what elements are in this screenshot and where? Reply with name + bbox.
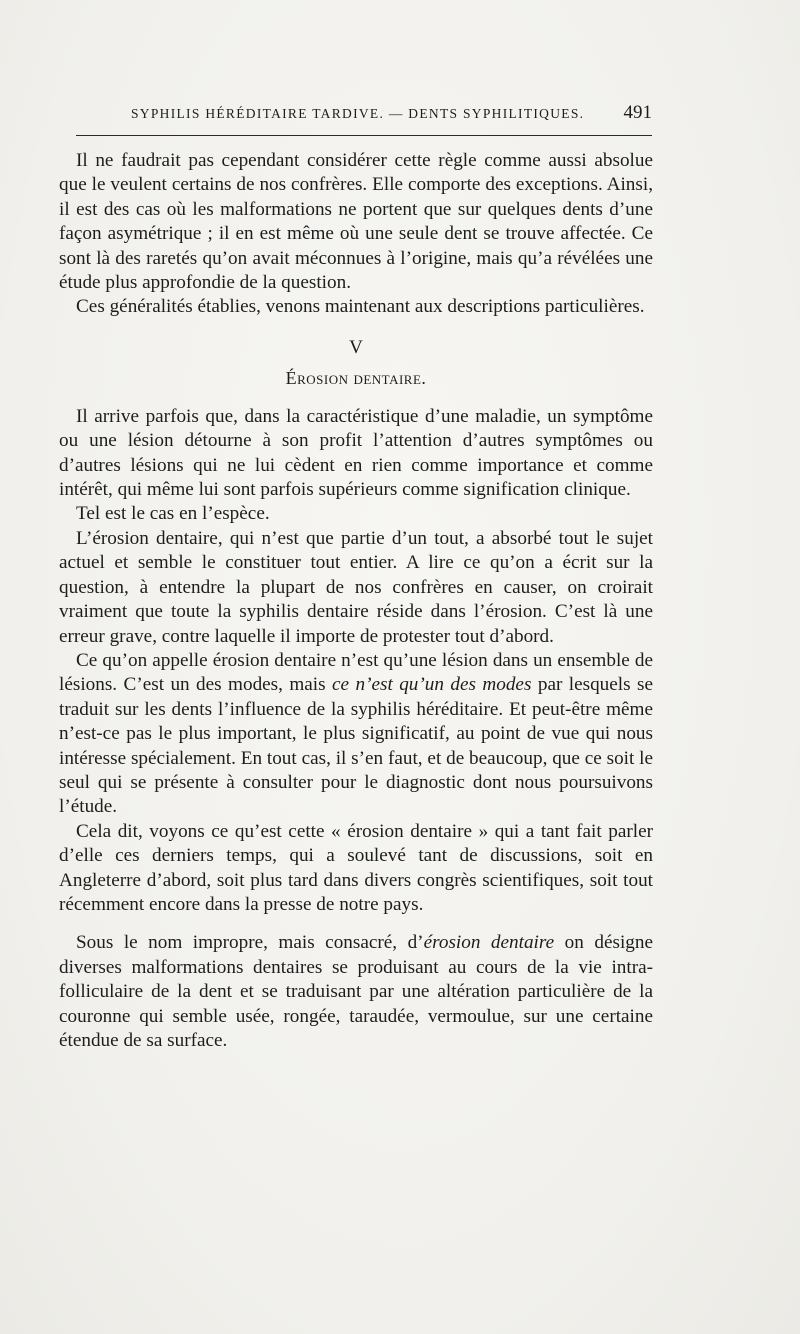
paragraph: Ces généralités établies, venons maintenant aux descriptions particulières. xyxy=(76,296,645,318)
section-title: Érosion dentaire. xyxy=(285,367,427,388)
italic-text: érosion dentaire xyxy=(423,932,555,954)
paragraph-gap xyxy=(59,917,653,931)
text-run: Ce qu’on appelle érosion dentaire n’est qu’une lésion dans un ensemble de lésions. C’est un des modes, mais xyxy=(59,649,653,696)
body-text xyxy=(59,149,653,1053)
header-rule xyxy=(76,135,652,136)
paragraph: Il ne faudrait pas cependant considérer cette règle comme aussi absolue que le veulent certains de nos confrères. Elle comporte des exceptions. Ainsi, il est des cas où les malformations ne portent que sur quelques dents d’une façon asymétrique ; il en est même où une seule dent se trouve affectée. Ce sont là des raretés qu’on avait méconnues à l’origine, mais qu’a révélées une étude plus approfondie de la question. xyxy=(59,150,653,294)
paragraph: Tel est le cas en l’espèce. xyxy=(76,503,270,525)
page-number: 491 xyxy=(623,102,652,123)
text-run: par lesquels se traduit sur les dents l’influence de la syphilis héréditaire. Et peut-être même n’est-ce pas le plus important, le plus significatif, au point de vue qui nous intéresse spécialement. En tout cas, il s’en faut, et de beaucoup, que ce soit le seul qui se présente à consulter pour le diagnostic dont nous poursuivons l’étude. xyxy=(59,674,653,818)
paragraph: Cela dit, voyons ce qu’est cette « érosion dentaire » qui a tant fait parler d’elle ces derniers temps, qui a soulevé tant de discussions, soit en Angleterre d’abord, soit plus tard dans divers congrès scientifiques, soit tout récemment encore dans la presse de notre pays. xyxy=(59,820,653,915)
text-run: Sous le nom impropre, mais consacré, d’ xyxy=(76,932,424,954)
section-number: V xyxy=(349,336,363,358)
paragraph xyxy=(59,931,653,1053)
running-head xyxy=(76,104,652,128)
italic-text: ce n’est qu’un des modes xyxy=(332,674,532,696)
paragraph: L’érosion dentaire, qui n’est que partie d’un tout, a absorbé tout le sujet actuel et semble le constituer tout entier. A lire ce qu’on a écrit sur la question, à entendre la plupart de nos confrères en causer, on croirait vraiment que toute la syphilis dentaire réside dans l’érosion. C’est là une erreur grave, contre laquelle il importe de protester tout d’abord. xyxy=(59,527,653,647)
running-title: SYPHILIS HÉRÉDITAIRE TARDIVE. — DENTS SYPHILITIQUES. xyxy=(131,106,585,121)
paragraph: Il arrive parfois que, dans la caractéristique d’une maladie, un symptôme ou une lésion détourne à son profit l’attention d’autres symptômes ou d’autres lésions qui ne lui cèdent en rien comme importance et comme intérêt, qui même lui sont parfois supérieurs comme signification clinique. xyxy=(59,405,653,501)
paragraph xyxy=(59,649,653,820)
text-run: on désigne diverses malformations dentaires se produisant au cours de la vie intra-folliculaire de la dent et se traduisant par une altération particulière de la couronne qui semble usée, rongée, taraudée, vermoulue, sur une certaine étendue de sa surface. xyxy=(59,932,653,1051)
